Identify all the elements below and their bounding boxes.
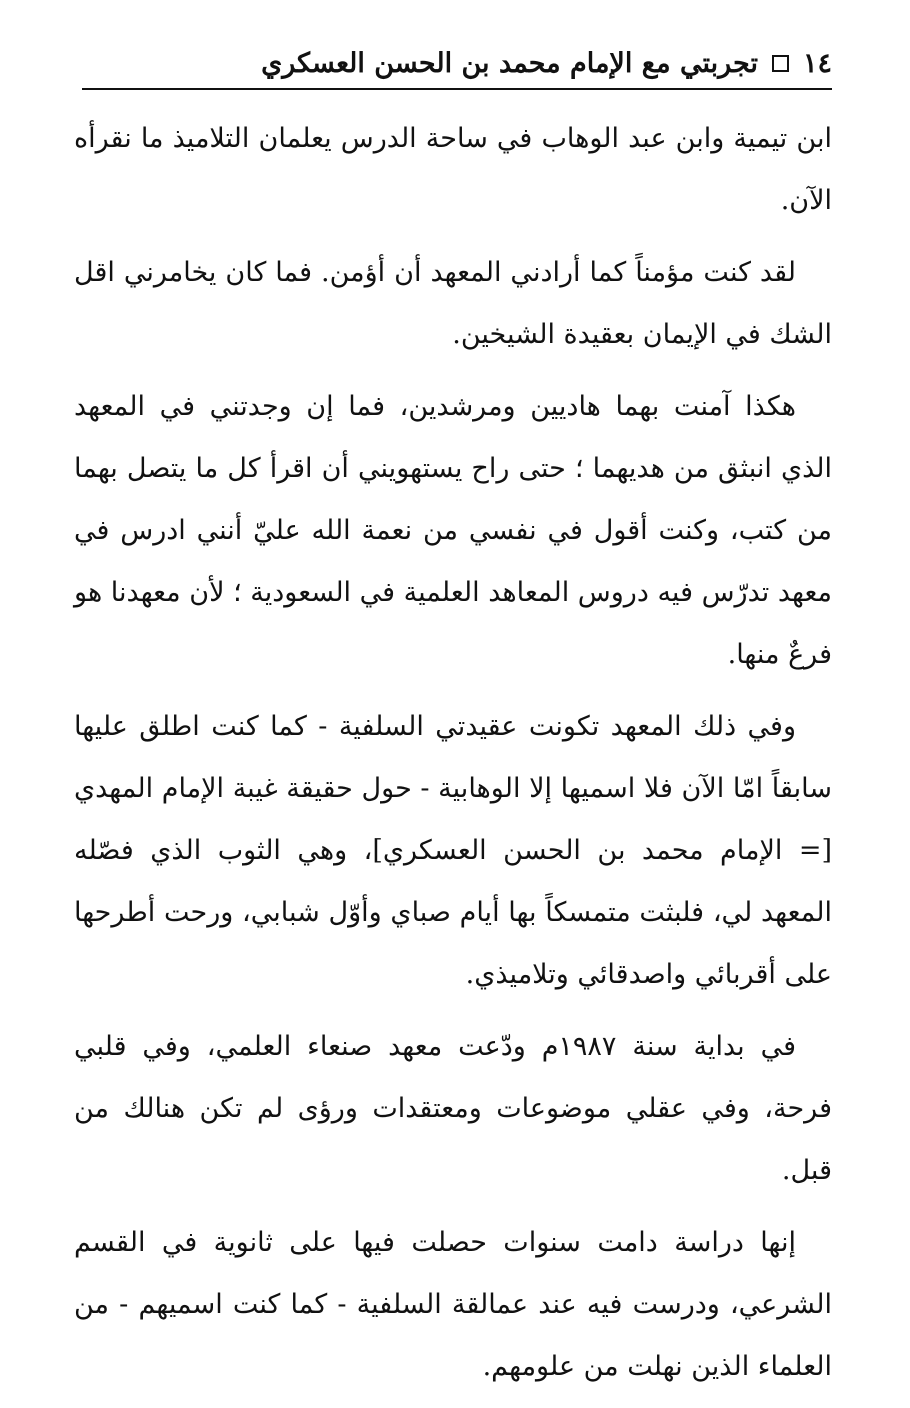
body-text: [74, 108, 832, 1408]
square-box-icon: [772, 55, 789, 72]
paragraph: وفي ذلك المعهد تكونت عقيدتي السلفية - كما كنت اطلق عليها سابقاً امّا الآن فلا اسميها إلا الوهابية - حول حقيقة غيبة الإمام المهدي [= الإمام محمد بن الحسن العسكري]، وهي الثوب الذي فصّله المعهد لي، فلبثت متمسكاً بها أيام صباي وأوّل شبابي، ورحت أطرحها على أقربائي واصدقائي وتلاميذي.: [74, 711, 832, 990]
paragraph: لقد كنت مؤمناً كما أرادني المعهد أن أؤمن. فما كان يخامرني اقل الشك في الإيمان بعقيدة الشيخين.: [74, 257, 832, 350]
paragraph: في بداية سنة ١٩٨٧م ودّعت معهد صنعاء العلمي، وفي قلبي فرحة، وفي عقلي موضوعات ومعتقدات ورؤى لم تكن هنالك من قبل.: [74, 1031, 832, 1186]
running-header: [82, 38, 832, 90]
paragraph: ابن تيمية وابن عبد الوهاب في ساحة الدرس يعلمان التلاميذ ما نقرأه الآن.: [74, 123, 832, 216]
running-title: تجربتي مع الإمام محمد بن الحسن العسكري: [261, 47, 758, 79]
paragraph: إنها دراسة دامت سنوات حصلت فيها على ثانوية في القسم الشرعي، ودرست فيه عند عمالقة السلفية - كما كنت اسميهم - من العلماء الذين نهلت من علومهم.: [74, 1227, 832, 1382]
paragraph: هكذا آمنت بهما هاديين ومرشدين، فما إن وجدتني في المعهد الذي انبثق من هديهما ؛ حتى راح يستهويني أن اقرأ كل ما يتصل بهما من كتب، وكنت أقول في نفسي من نعمة الله عليّ أنني ادرس في معهد تدرّس فيه دروس المعاهد العلمية في السعودية ؛ لأن معهدنا هو فرعٌ منها.: [74, 391, 832, 670]
page-number: ١٤: [802, 47, 832, 79]
